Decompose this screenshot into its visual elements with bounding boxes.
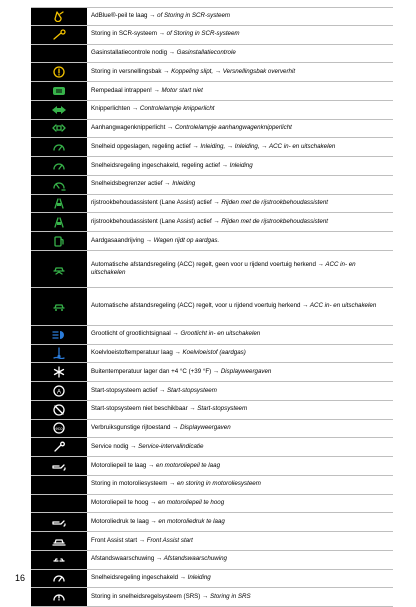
table-row [31, 457, 393, 476]
lane-assist-icon [51, 197, 67, 209]
row-reference-link[interactable]: → Inleiding [221, 161, 253, 169]
table-row [31, 401, 393, 420]
speed-control-icon [51, 141, 67, 153]
acc-vehicle-icon [51, 301, 67, 313]
row-text [87, 120, 393, 138]
table-row [31, 45, 393, 64]
icon-cell [31, 551, 87, 569]
icon-cell [31, 232, 87, 250]
row-description: Storing in versnellingsbak [91, 67, 162, 75]
row-text [87, 513, 393, 531]
row-text [87, 532, 393, 550]
row-reference-link[interactable]: → ACC in- en uitschakelen [302, 302, 377, 310]
row-text [87, 195, 393, 213]
distance-warning-icon [51, 554, 67, 566]
row-reference-link[interactable]: → Storing in SRS [202, 592, 251, 600]
icon-cell [31, 532, 87, 550]
icon-cell [31, 138, 87, 156]
row-description: Aardgasaandrijving [91, 236, 144, 244]
speed-control-icon [51, 160, 67, 172]
icon-cell [31, 401, 87, 419]
row-reference-link[interactable]: → of Storing in SCR-systeem [158, 30, 240, 38]
row-reference-link[interactable]: → Motor start niet [153, 86, 203, 94]
row-reference-link[interactable]: → Rijden met de rijstrookbehoudassistent [213, 199, 328, 207]
row-reference-link[interactable]: → Displayweergaven [172, 424, 231, 432]
row-text [87, 588, 393, 606]
table-row [31, 570, 393, 589]
table-row [31, 382, 393, 401]
table-row [31, 82, 393, 101]
row-description: Storing in snelheidsregelsysteem (SRS) [91, 592, 201, 600]
row-description: rijstrookbehoudassistent (Lane Assist) actief [91, 199, 212, 207]
row-text [87, 101, 393, 119]
row-reference-link[interactable]: → of Storing in SCR-systeem [149, 12, 231, 20]
row-description: Start-stopsysteem niet beschikbaar [91, 405, 188, 413]
row-reference-link[interactable]: → Gasinstallatiecontrole [168, 49, 236, 57]
eco-icon [51, 422, 67, 434]
icon-cell [31, 476, 87, 494]
row-description: Snelheidsbegrenzer actief [91, 180, 163, 188]
icon-cell [31, 495, 87, 513]
row-description: Motoroliepeil te hoog [91, 499, 149, 507]
table-row [31, 420, 393, 439]
table-row [31, 495, 393, 514]
row-text [87, 251, 393, 288]
table-row [31, 513, 393, 532]
gearbox-warning-icon [51, 66, 67, 78]
row-description: Automatische afstandsregeling (ACC) regelt, geen voor u rijdend voertuig herkend [91, 260, 316, 268]
row-reference-link[interactable]: → Grootlicht in- en uitschakelen [172, 330, 261, 338]
table-row [31, 363, 393, 382]
row-text [87, 457, 393, 475]
acc-icon [51, 263, 67, 275]
row-text [87, 232, 393, 250]
icon-cell [31, 382, 87, 400]
table-row [31, 588, 393, 607]
row-text [87, 213, 393, 231]
icon-cell [31, 82, 87, 100]
icon-cell [31, 513, 87, 531]
row-description: Storing in SCR-systeem [91, 30, 158, 38]
frost-icon [51, 366, 67, 378]
svg-text:eco: eco [55, 426, 63, 432]
row-reference-link[interactable]: → Front Assist start [138, 536, 193, 544]
icon-cell [31, 588, 87, 606]
row-description: Buitentemperatuur lager dan +4 °C (+39 °F) [91, 367, 212, 375]
row-text [87, 8, 393, 25]
row-text [87, 45, 393, 63]
table-row [31, 551, 393, 570]
row-text [87, 438, 393, 456]
row-reference-link[interactable]: → Service-intervalindicatie [130, 442, 204, 450]
row-text [87, 138, 393, 156]
front-assist-icon [51, 535, 67, 547]
table-row [31, 138, 393, 157]
table-row [31, 251, 393, 289]
row-text [87, 26, 393, 44]
table-row [31, 213, 393, 232]
icon-cell [31, 251, 87, 288]
row-text [87, 495, 393, 513]
high-beam-icon [51, 329, 67, 341]
page-number: 16 [15, 573, 26, 583]
row-reference-link[interactable]: → Start-stopsysteem [159, 386, 217, 394]
table-row [31, 26, 393, 45]
row-reference-link[interactable]: → Controlelampje aanhangwagenknipperlicht [167, 124, 292, 132]
row-text [87, 476, 393, 494]
table-row [31, 63, 393, 82]
icon-cell [31, 63, 87, 81]
service-wrench-icon [51, 441, 67, 453]
row-reference-link[interactable]: → Koppeling slipt, → Versnellingsbak oververhit [163, 67, 296, 75]
row-text [87, 176, 393, 194]
row-text [87, 551, 393, 569]
table-row [31, 476, 393, 495]
start-stop-icon [51, 385, 67, 397]
trailer-signal-icon [51, 122, 67, 134]
row-description: Afstandswaarschuwing [91, 555, 155, 563]
wrench-icon [51, 29, 67, 41]
oil-level-icon [51, 460, 67, 472]
row-description: Front Assist start [91, 536, 138, 544]
icon-cell [31, 157, 87, 175]
row-description: Motoroliedruk te laag [91, 517, 149, 525]
row-reference-link[interactable]: → Koelvloeistof (aardgas) [174, 349, 246, 357]
row-description: Verbruiksgunstige rijtoestand [91, 424, 171, 432]
icon-cell [31, 570, 87, 588]
table-row [31, 195, 393, 214]
row-description: Koelvloeistoftemperatuur laag [91, 349, 173, 357]
adblue-icon [51, 10, 67, 22]
icon-cell [31, 345, 87, 363]
row-reference-link[interactable]: → ACC in- en uitschakelen [91, 260, 356, 276]
icon-cell [31, 213, 87, 231]
icon-cell [31, 120, 87, 138]
row-text [87, 345, 393, 363]
icon-cell [31, 438, 87, 456]
row-text [87, 157, 393, 175]
row-text [87, 570, 393, 588]
row-reference-link[interactable]: → en storing in motoroliesysteem [169, 480, 261, 488]
icon-cell [31, 176, 87, 194]
icon-cell [31, 363, 87, 381]
row-text [87, 401, 393, 419]
icon-cell [31, 288, 87, 325]
table-row [31, 120, 393, 139]
row-description: Aanhangwagenknipperlicht [91, 124, 166, 132]
row-reference-link[interactable]: → Inleiding [164, 180, 196, 188]
row-reference-link[interactable]: → Rijden met de rijstrookbehoudassistent [213, 217, 328, 225]
row-text [87, 420, 393, 438]
row-reference-link[interactable]: → en motoroliedruk te laag [150, 517, 225, 525]
row-text [87, 363, 393, 381]
row-reference-link[interactable]: → Inleiding, → Inleiding, → ACC in- en uitschakelen [192, 142, 336, 150]
table-row [31, 176, 393, 195]
table-row [31, 345, 393, 364]
indicator-table [31, 7, 393, 607]
row-description: Grootlicht of grootlichtsignaal [91, 330, 171, 338]
row-text [87, 326, 393, 344]
table-row [31, 438, 393, 457]
row-description: Automatische afstandsregeling (ACC) regelt, voor u rijdend voertuig herkend [91, 302, 301, 310]
svg-text:A: A [56, 389, 62, 396]
row-description: Gasinstallatiecontrole nodig [91, 49, 168, 57]
turn-signals-icon [51, 104, 67, 116]
icon-cell [31, 420, 87, 438]
row-reference-link[interactable]: → Afstandswaarschuwing [156, 555, 227, 563]
lane-assist-icon [51, 216, 67, 228]
icon-cell [31, 45, 87, 63]
table-row [31, 288, 393, 326]
icon-cell [31, 326, 87, 344]
row-description: Storing in motoroliesysteem [91, 480, 168, 488]
start-stop-off-icon [51, 404, 67, 416]
gas-mode-icon [51, 235, 67, 247]
table-row [31, 7, 393, 26]
row-reference-link[interactable]: → Displayweergaven [212, 367, 272, 375]
row-description: Knipperlichten [91, 105, 131, 113]
row-text [87, 82, 393, 100]
table-row [31, 532, 393, 551]
icon-cell [31, 195, 87, 213]
row-description: Service nodig [91, 442, 129, 450]
row-description: rijstrookbehoudassistent (Lane Assist) actief [91, 217, 212, 225]
row-reference-link[interactable]: → en motoroliepeil te laag [148, 461, 221, 469]
table-row [31, 101, 393, 120]
icon-cell [31, 8, 87, 25]
row-description: Snelheidsregeling ingeschakeld [91, 574, 179, 582]
table-row [31, 326, 393, 345]
table-row [31, 232, 393, 251]
row-description: Rempedaal intrappen! [91, 86, 152, 94]
row-description: AdBlue®-peil te laag [91, 12, 148, 20]
row-reference-link[interactable]: → Controlelampje knipperlicht [131, 105, 215, 113]
row-description: Snelheidsregeling ingeschakeld, regeling actief [91, 161, 220, 169]
speed-control-icon [51, 572, 67, 584]
row-text [87, 382, 393, 400]
table-row [31, 157, 393, 176]
row-text [87, 288, 393, 325]
row-description: Snelheid opgeslagen, regeling actief [91, 142, 191, 150]
icon-cell [31, 101, 87, 119]
row-description: Motoroliepeil te laag [91, 461, 147, 469]
oil-pressure-icon [51, 516, 67, 528]
row-reference-link[interactable]: → Wagen rijdt op aardgas. [145, 236, 220, 244]
srs-fault-icon [51, 591, 67, 603]
speed-limiter-icon [51, 179, 67, 191]
row-reference-link[interactable]: → Start-stopsysteem [189, 405, 248, 413]
icon-cell [31, 457, 87, 475]
row-description: Start-stopsysteem actief [91, 386, 158, 394]
icon-cell [31, 26, 87, 44]
row-reference-link[interactable]: → en motoroliepeil te hoog [150, 499, 225, 507]
row-reference-link[interactable]: → Inleiding [179, 574, 211, 582]
row-text [87, 63, 393, 81]
coolant-low-icon [51, 347, 67, 359]
brake-pedal-icon [51, 85, 67, 97]
